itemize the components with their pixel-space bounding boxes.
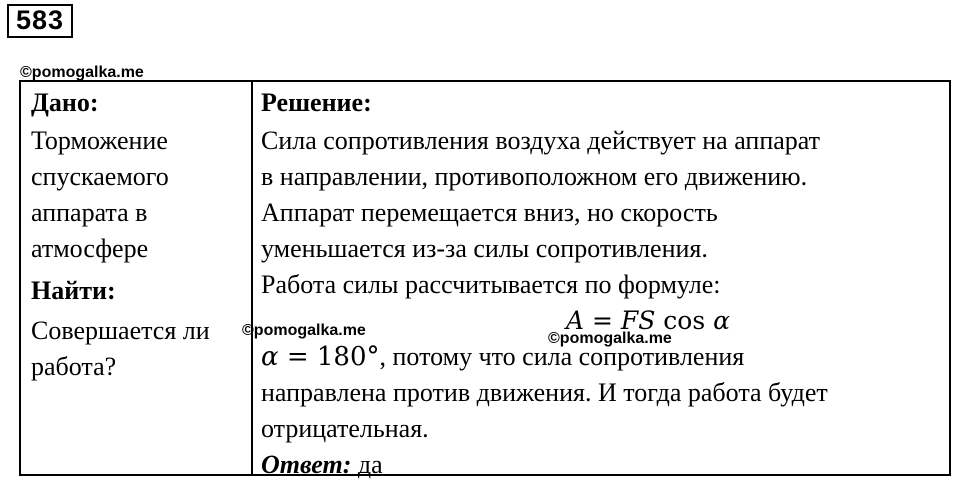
formula-lhs: A [565, 306, 585, 335]
solution-text [261, 123, 945, 483]
find-line: Совершается ли [31, 316, 210, 345]
find-text [31, 313, 247, 385]
answer-label: Ответ: [261, 450, 352, 479]
given-line: Торможение [31, 126, 168, 155]
solution-line: направлена против движения. И тогда работа будет [261, 378, 828, 407]
watermark: ©pomogalka.me [20, 64, 144, 81]
given-line: аппарата в [31, 198, 148, 227]
given-line: спускаемого [31, 162, 169, 191]
solution-table [19, 80, 951, 479]
angle-explanation: , потому что сила сопротивления [379, 342, 745, 371]
answer-line [261, 447, 945, 483]
solution-line: Работа силы рассчитывается по формуле: [261, 270, 721, 299]
watermark: ©pomogalka.me [548, 330, 672, 347]
column-divider [251, 82, 253, 474]
solution-line: в направлении, противоположном его движению. [261, 162, 808, 191]
find-line: работа? [31, 352, 117, 381]
watermark: ©pomogalka.me [242, 322, 366, 339]
solution-line: отрицательная. [261, 414, 429, 443]
given-heading: Дано: [31, 88, 99, 117]
given-line: атмосфере [31, 234, 149, 263]
find-heading: Найти: [31, 276, 116, 305]
solution-heading: Решение: [261, 88, 372, 117]
formula-equals: = [584, 306, 621, 335]
given-text [31, 123, 247, 267]
angle-symbol: α [261, 342, 279, 372]
formula-rhs: FS [620, 306, 656, 335]
given-column [31, 85, 247, 385]
solution-line: Сила сопротивления воздуха действует на аппарат [261, 126, 820, 155]
formula-cos: cos [655, 306, 714, 335]
answer-value: да [351, 450, 383, 479]
solution-column [261, 85, 945, 483]
problem-number: 583 [7, 4, 73, 38]
solution-line: уменьшается из-за силы сопротивления. [261, 234, 708, 263]
solution-line: Аппарат перемещается вниз, но скорость [261, 198, 718, 227]
formula-angle: α [713, 306, 731, 335]
angle-value: = 180° [278, 342, 380, 372]
